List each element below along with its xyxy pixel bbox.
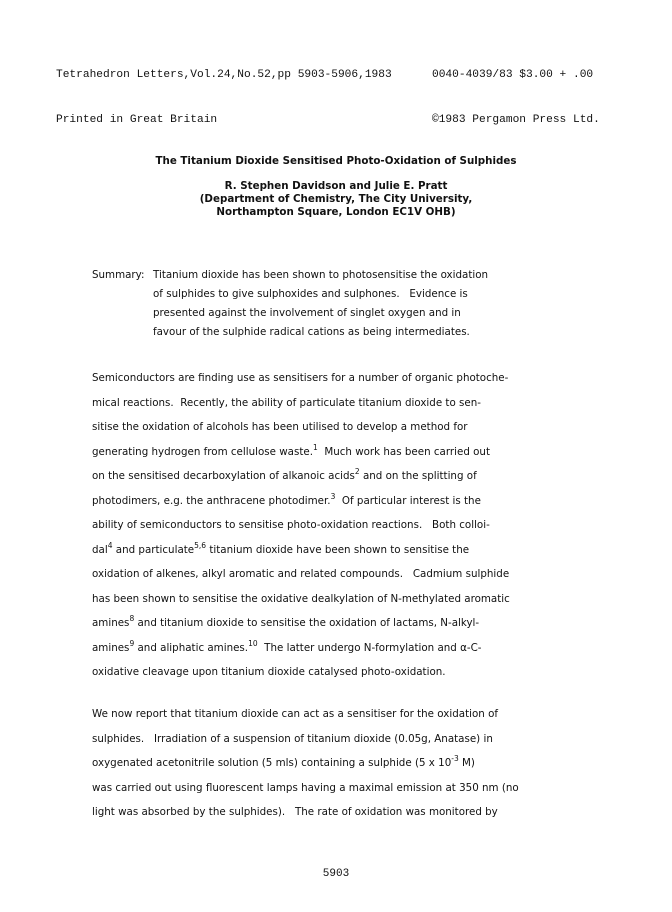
summary-line: Titanium dioxide has been shown to photosensitise the oxidation [153, 269, 489, 281]
text-line: oxidative cleavage upon titanium dioxide catalysed photo-oxidation. [92, 666, 446, 678]
printed-in: Printed in Great Britain [56, 114, 218, 126]
text-line [92, 489, 592, 514]
text-run: Of particular interest is the [335, 494, 481, 507]
text-run: Much work has been carried out [317, 445, 490, 458]
journal-citation: Tetrahedron Letters,Vol.24,No.52,pp 5903-5906,1983 [56, 69, 392, 81]
journal-header-left [56, 38, 392, 158]
summary-line: presented against the involvement of singlet oxygen and in [153, 307, 461, 319]
text-run: on the sensitised decarboxylation of alkanoic acids [92, 470, 355, 482]
author-names: R. Stephen Davidson and Julie E. Pratt [224, 180, 448, 192]
citation-ref: 8 [129, 614, 135, 623]
text-run: dal [92, 543, 108, 556]
text-run: The latter undergo N-formylation and α-C- [257, 641, 482, 654]
text-run: amines [92, 617, 130, 629]
citation-ref: 2 [354, 467, 360, 476]
page-number: 5903 [322, 868, 350, 880]
text-line: oxidation of alkenes, alkyl aromatic and related compounds. Cadmium sulphide [92, 568, 510, 580]
affiliation-line-1: (Department of Chemistry, The City University, [199, 193, 473, 205]
summary-label: Summary: [92, 269, 145, 281]
citation-ref: 3 [330, 491, 336, 501]
text-line: sulphides. Irradiation of a suspension of titanium dioxide (0.05g, Anatase) in [92, 732, 493, 745]
article-title: The Titanium Dioxide Sensitised Photo-Oxidation of Sulphides [155, 155, 517, 167]
text-run: oxygenated acetonitrile solution (5 mls) containing a sulphide (5 x 10 [92, 757, 452, 769]
text-line [92, 751, 592, 776]
body-paragraph-1 [92, 366, 592, 685]
text-line [92, 636, 592, 661]
text-line: ability of semiconductors to sensitise photo-oxidation reactions. Both colloi- [92, 519, 490, 531]
citation-ref: 5,6 [194, 540, 207, 550]
summary-line: favour of the sulphide radical cations as being intermediates. [153, 326, 470, 338]
journal-header-right [432, 38, 600, 158]
citation-ref: 9 [129, 638, 135, 648]
text-line [92, 440, 592, 465]
text-run: and titanium dioxide to sensitise the oxidation of lactams, N-alkyl- [134, 617, 480, 629]
citation-ref: 4 [107, 540, 113, 550]
text-line [92, 611, 592, 636]
text-line: We now report that titanium dioxide can act as a sensitiser for the oxidation of [92, 708, 498, 720]
text-run: amines [92, 641, 130, 654]
author-block [0, 180, 672, 219]
text-run: and aliphatic amines. [134, 641, 249, 654]
text-line: was carried out using fluorescent lamps having a maximal emission at 350 nm (no [92, 781, 519, 794]
citation-ref: 1 [313, 442, 318, 452]
price-code: 0040-4039/83 $3.00 + .00 [432, 69, 594, 81]
summary-line: of sulphides to give sulphoxides and sulphones. Evidence is [153, 288, 468, 300]
text-run: and on the splitting of [359, 470, 477, 482]
text-run: M) [458, 757, 475, 769]
text-run: generating hydrogen from cellulose waste. [92, 445, 313, 458]
exponent: -3 [451, 754, 459, 763]
text-line: light was absorbed by the sulphides). The rate of oxidation was monitored by [92, 806, 498, 818]
text-run: titanium dioxide have been shown to sensitise the [206, 543, 470, 556]
text-run: and particulate [112, 543, 195, 556]
text-line: mical reactions. Recently, the ability of particulate titanium dioxide to sen- [92, 396, 481, 409]
body-paragraph-2 [92, 702, 592, 825]
text-line: sitise the oxidation of alcohols has been utilised to develop a method for [92, 421, 468, 433]
citation-ref: 10 [248, 638, 258, 648]
text-line [92, 464, 592, 489]
text-line [92, 538, 592, 563]
text-line: has been shown to sensitise the oxidative dealkylation of N-methylated aromatic [92, 592, 510, 605]
affiliation-line-2: Northampton Square, London EC1V OHB) [216, 206, 456, 218]
summary-text [153, 266, 593, 342]
text-line: Semiconductors are finding use as sensitisers for a number of organic photoche- [92, 372, 509, 384]
text-run: photodimers, e.g. the anthracene photodimer. [92, 494, 331, 507]
copyright: ©1983 Pergamon Press Ltd. [432, 114, 600, 126]
